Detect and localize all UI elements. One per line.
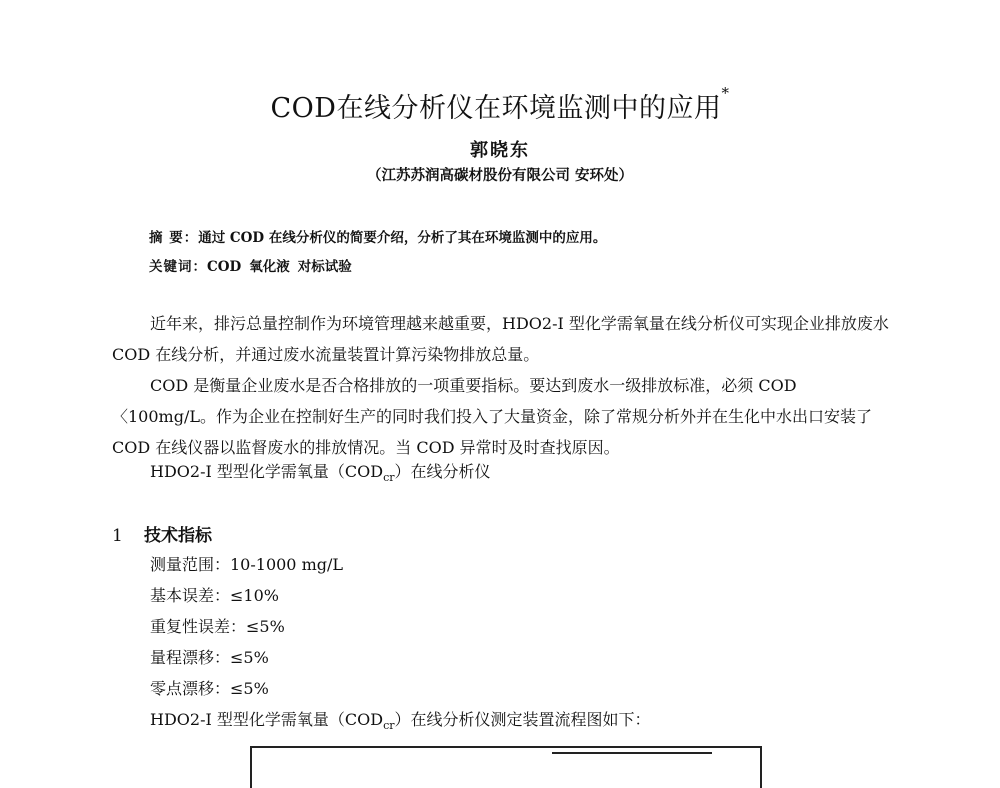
analyzer-model-line: HDO2-I 型型化学需氧量$(COD_{cr})$在线分析仪 (150, 462, 491, 485)
paragraph-text: 近年来，排污总量控制作为环境管理越来越重要，HDO2-I 型化学需氧量在线分析仪可实现企业排放废水 COD 在线分析，并通过废水流量装置计算污染物排放总量。 (112, 314, 889, 364)
spec-item: 基本误差：≤10% (150, 586, 279, 605)
section-title: 技术指标 (144, 526, 212, 546)
spec-item: 零点漂移：≤5% (150, 679, 269, 698)
paper-title (0, 86, 1000, 125)
author-name: 郭晓东 (470, 140, 530, 161)
abstract (149, 226, 606, 246)
keyword: 氧化液 (249, 259, 290, 275)
title-text: COD在线分析仪在环境监测中的应用 (270, 93, 722, 124)
spec-item: 量程漂移：≤5% (150, 648, 269, 667)
keyword: COD (207, 259, 242, 275)
flowchart-caption-line: HDO2-I 型型化学需氧量$(COD_{cr})$在线分析仪测定装置流程图如下： (150, 710, 651, 733)
keyword: 对标试验 (297, 259, 352, 275)
title-footnote-mark: * (721, 84, 730, 102)
keywords (149, 255, 352, 275)
section-number: 1 (112, 526, 123, 546)
paragraph-intro (112, 308, 890, 370)
flowchart-frame (250, 746, 762, 788)
flowchart-line (552, 752, 712, 754)
keywords-label: 关键词： (149, 259, 207, 275)
paragraph-cod-importance (112, 370, 890, 463)
abstract-text: 通过 COD 在线分析仪的简要介绍，分析了其在环境监测中的应用。 (198, 230, 607, 246)
paragraph-text: COD 是衡量企业废水是否合格排放的一项重要指标。要达到废水一级排放标准，必须 COD〈100mg/L。作为企业在控制好生产的同时我们投入了大量资金，除了常规分析外并在生化中水出口安装了 COD 在线仪器以监督废水的排放情况。当 COD 异常时及时查找原因。 (112, 376, 872, 457)
section-heading (112, 521, 212, 546)
abstract-label: 摘 要： (149, 230, 199, 246)
spec-item: 测量范围：10-1000 mg/L (150, 555, 344, 574)
author-affiliation: （江苏苏润高碳材股份有限公司 安环处） (366, 167, 634, 184)
spec-item: 重复性误差：≤5% (150, 617, 285, 636)
